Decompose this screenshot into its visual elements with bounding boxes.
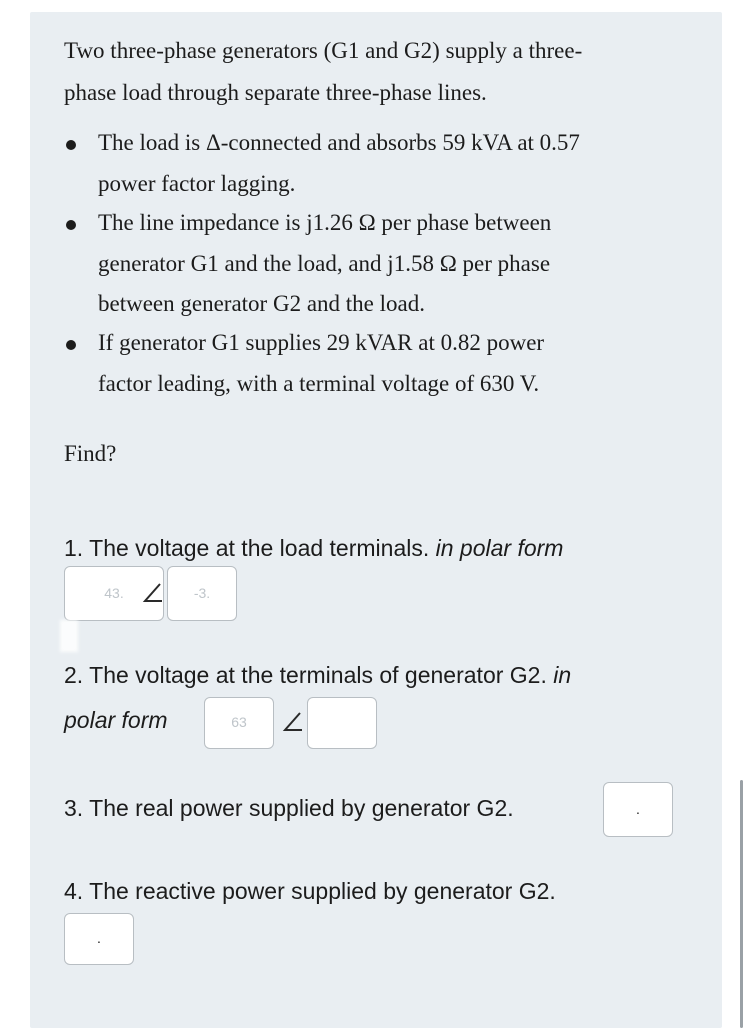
bullet-dot-icon — [66, 340, 76, 350]
bullet-dot-icon — [66, 140, 76, 150]
intro-line-1: Two three-phase generators (G1 and G2) supply a three- — [64, 38, 583, 63]
bullet-2-line-1: The line impedance is j1.26 Ω per phase between — [98, 210, 552, 235]
image-smudge — [60, 620, 78, 652]
question-1 — [64, 535, 563, 562]
angle-symbol-icon — [142, 582, 164, 604]
question-1-text: 1. The voltage at the load terminals. — [64, 535, 430, 561]
question-2-line-1 — [64, 662, 571, 689]
bullet-dot-icon — [66, 220, 76, 230]
q4-value-input[interactable]: . — [64, 913, 134, 965]
question-1-italic: in polar form — [435, 535, 564, 561]
q1-angle-input[interactable]: -3. — [167, 566, 237, 621]
bullet-1-line-2: power factor lagging. — [98, 171, 296, 196]
question-4: 4. The reactive power supplied by generator G2. — [64, 878, 556, 904]
find-label: Find? — [64, 441, 117, 466]
q2-magnitude-input[interactable]: 63 — [204, 697, 274, 749]
bullet-2-line-2: generator G1 and the load, and j1.58 Ω per phase — [98, 251, 551, 276]
question-2-italic-2: polar form — [64, 707, 168, 733]
q1-magnitude-input[interactable]: 43. — [64, 566, 164, 621]
bullet-2-line-3: between generator G2 and the load. — [98, 291, 425, 316]
question-2-line-2 — [64, 707, 168, 734]
angle-symbol-icon — [282, 711, 304, 733]
bullet-1-line-1: The load is Δ-connected and absorbs 59 kVA at 0.57 — [98, 130, 580, 155]
question-2-italic-1: in — [553, 662, 572, 688]
question-2-text: 2. The voltage at the terminals of generator G2. — [64, 662, 547, 688]
question-card — [30, 12, 722, 1028]
bullet-3-line-2: factor leading, with a terminal voltage of 630 V. — [98, 371, 540, 396]
q2-angle-input[interactable] — [307, 697, 377, 749]
q3-value-input[interactable]: . — [603, 782, 673, 837]
intro-line-2: phase load through separate three-phase lines. — [64, 80, 487, 105]
scrollbar[interactable] — [740, 780, 743, 1028]
question-3: 3. The real power supplied by generator G2. — [64, 795, 514, 821]
bullet-3-line-1: If generator G1 supplies 29 kVAR at 0.82 power — [98, 330, 545, 355]
